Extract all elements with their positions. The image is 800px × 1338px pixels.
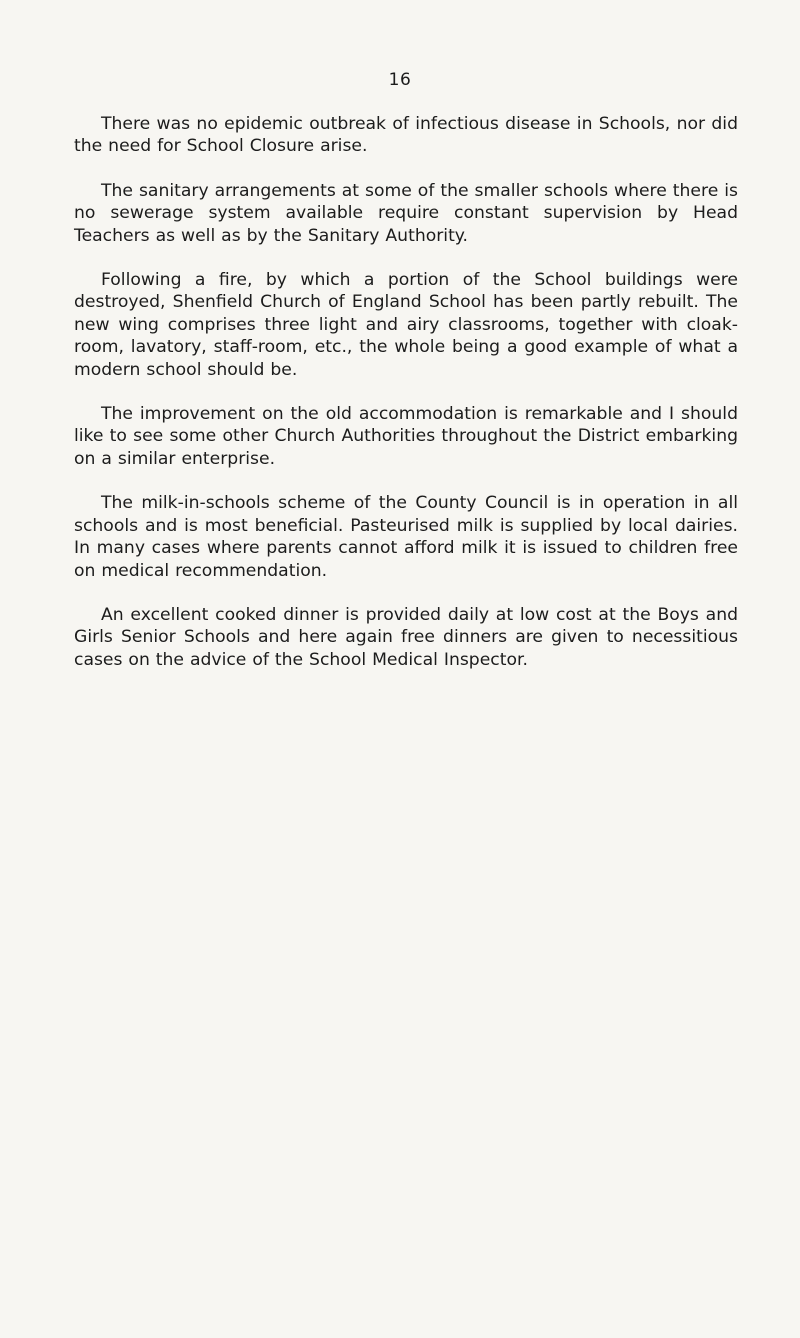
paragraph-shenfield-rebuild: Following a fire, by which a portion of the School buildings were destroyed, Shenfield Church of England School has been partly rebuilt. The new wing comprises three light and airy classrooms, together with cloak-room, lavatory, staff-room, etc., the whole being a good example of what a modern school should be. — [74, 270, 738, 380]
paragraph-sanitary: The sanitary arrangements at some of the smaller schools where there is no sewerage system available require constant supervision by Head Teachers as well as by the Sanitary Authority. — [74, 180, 738, 246]
paragraph-improvement: The improvement on the old accommodation is remarkable and I should like to see some other Church Authorities throughout the District embarking on a similar enterprise. — [74, 404, 738, 469]
paragraph-epidemic: There was no epidemic outbreak of infectious disease in Schools, nor did the need for School Closure arise. — [74, 114, 738, 157]
paragraph-cooked-dinner: An excellent cooked dinner is provided daily at low cost at the Boys and Girls Senior Schools and here again free dinners are given to necessitious cases on the advice of the School Medical Inspector. — [74, 604, 738, 670]
paragraph-milk-scheme: The milk-in-schools scheme of the County Council is in operation in all schools and is most beneficial. Pasteurised milk is supplied by local dairies. In many cases where parents cannot afford milk it is issued to children free on medical recommendation. — [74, 493, 738, 581]
page-number: 16 — [388, 70, 412, 90]
body-text — [74, 113, 738, 693]
